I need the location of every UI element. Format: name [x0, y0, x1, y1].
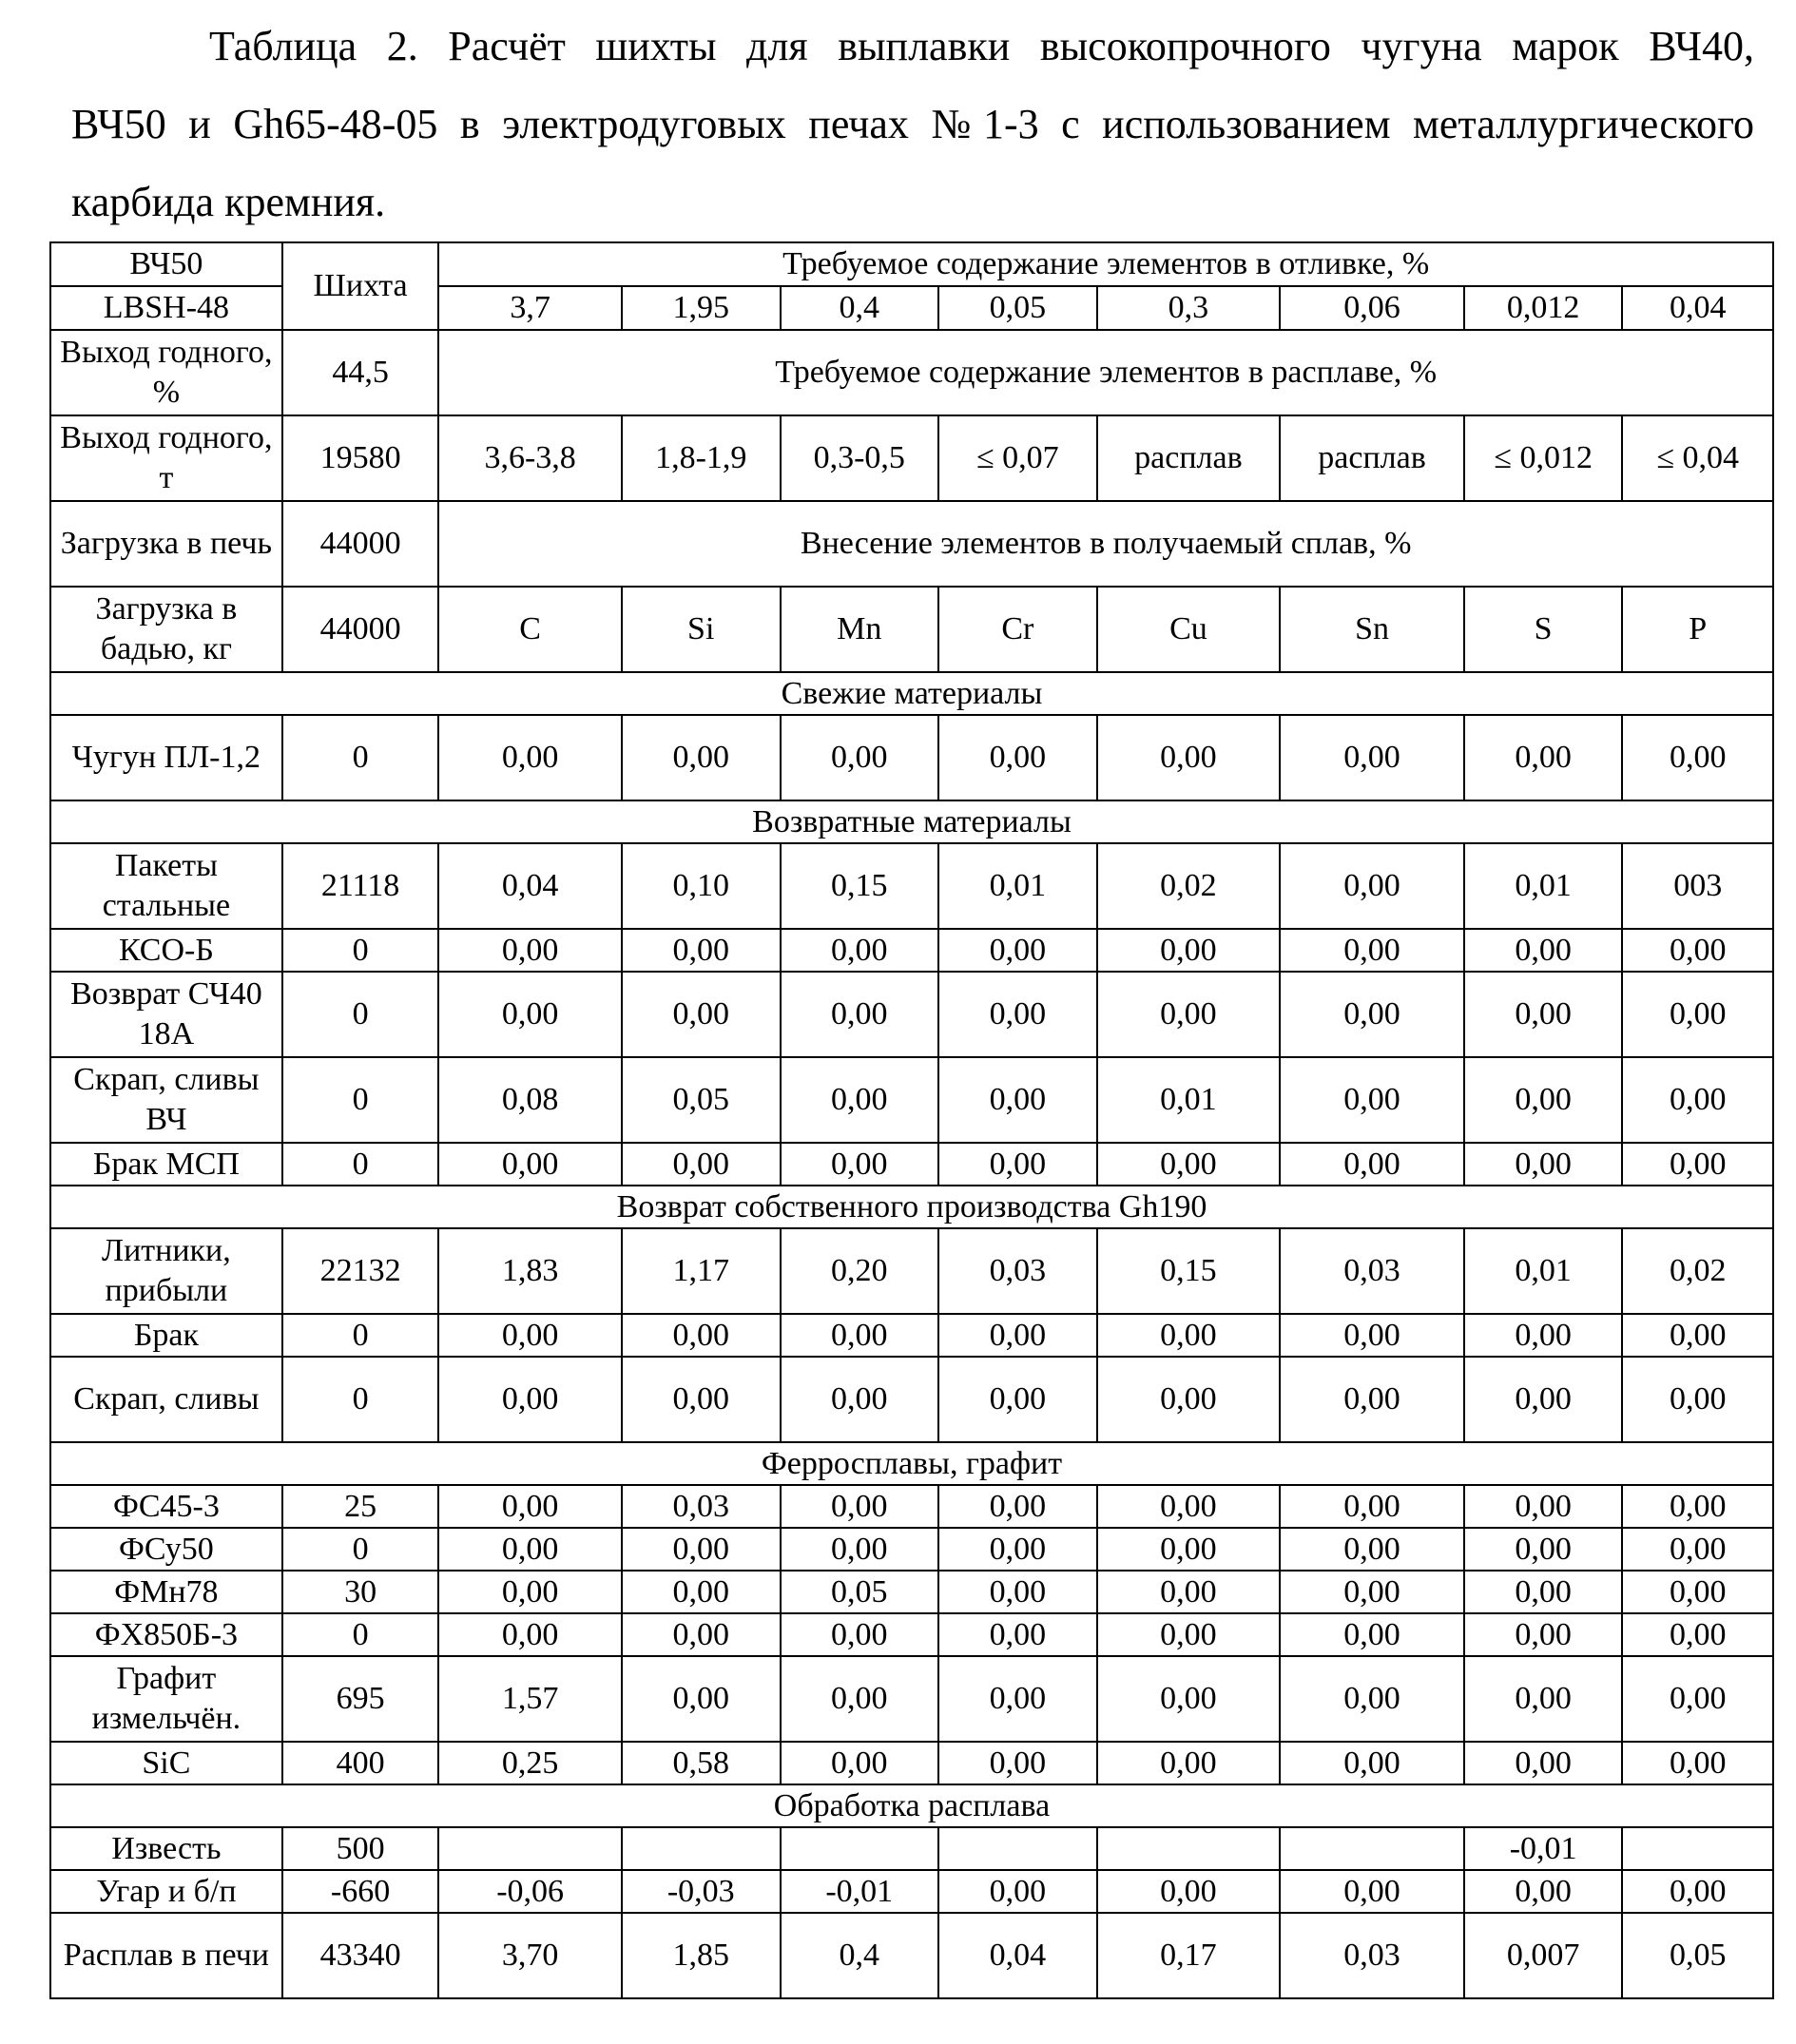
element-value: 0,00 — [438, 972, 622, 1057]
element-value: 003 — [1622, 843, 1773, 929]
material-name: Литники, прибыли — [50, 1228, 282, 1314]
element-value: 0,00 — [438, 715, 622, 800]
material-name: Брак — [50, 1314, 282, 1357]
element-value: 0,00 — [622, 1571, 781, 1613]
element-value: 0,00 — [1097, 1742, 1281, 1784]
yield-pct-label: Выход годного, % — [50, 330, 282, 415]
element-value: 0,00 — [1622, 1656, 1773, 1742]
material-row — [50, 1057, 1773, 1143]
grade-vch50: ВЧ50 — [50, 242, 282, 286]
element-value: 0,00 — [1622, 1057, 1773, 1143]
element-value: -0,01 — [781, 1870, 939, 1913]
material-name: Графит измельчён. — [50, 1656, 282, 1742]
element-value: 0,00 — [622, 1143, 781, 1186]
material-name: Скрап, сливы — [50, 1357, 282, 1442]
material-row — [50, 1485, 1773, 1528]
element-value: 0,00 — [1622, 715, 1773, 800]
table-caption — [71, 8, 1754, 241]
section-row — [50, 800, 1773, 843]
element-value: -0,03 — [622, 1870, 781, 1913]
material-row — [50, 1613, 1773, 1656]
header-row-yield-t — [50, 415, 1773, 501]
element-header: Si — [622, 587, 781, 672]
element-value: 0,007 — [1464, 1913, 1623, 1998]
element-value: 0,00 — [1097, 1314, 1281, 1357]
element-value: 1,85 — [622, 1913, 781, 1998]
melt-value: 0,3-0,5 — [781, 415, 939, 501]
element-value — [1097, 1827, 1281, 1870]
casting-value: 0,012 — [1464, 286, 1623, 330]
element-value: 0,4 — [781, 1913, 939, 1998]
material-charge: 0 — [282, 715, 439, 800]
material-charge: 0 — [282, 1143, 439, 1186]
element-value: 0,00 — [1622, 1742, 1773, 1784]
element-value: 0,00 — [1280, 1057, 1464, 1143]
material-charge: 0 — [282, 929, 439, 972]
casting-value: 0,3 — [1097, 286, 1281, 330]
header-row-elements — [50, 587, 1773, 672]
element-value: 0,00 — [622, 1656, 781, 1742]
element-value: 0,00 — [1280, 1485, 1464, 1528]
element-value: 0,00 — [1097, 1485, 1281, 1528]
element-value: 0,00 — [781, 1742, 939, 1784]
element-value: 0,00 — [781, 1528, 939, 1571]
element-value: 0,00 — [938, 1742, 1097, 1784]
header-row-yield-pct — [50, 330, 1773, 415]
material-charge: 0 — [282, 1057, 439, 1143]
element-value — [438, 1827, 622, 1870]
element-value: 0,00 — [1622, 1613, 1773, 1656]
element-header: Cu — [1097, 587, 1281, 672]
element-value — [1280, 1827, 1464, 1870]
element-header: P — [1622, 587, 1773, 672]
casting-value: 0,06 — [1280, 286, 1464, 330]
element-value: 0,00 — [438, 1571, 622, 1613]
element-value: 0,00 — [1464, 1870, 1623, 1913]
element-value: 0,00 — [938, 1057, 1097, 1143]
element-value: 0,00 — [938, 929, 1097, 972]
element-header: Sn — [1280, 587, 1464, 672]
material-charge: 400 — [282, 1742, 439, 1784]
element-value: 0,00 — [1097, 1870, 1281, 1913]
element-value: 0,00 — [1097, 1357, 1281, 1442]
element-value: 0,00 — [1280, 1742, 1464, 1784]
element-value: 0,00 — [1280, 1571, 1464, 1613]
yield-t-label: Выход годного, т — [50, 415, 282, 501]
section-title: Ферросплавы, графит — [50, 1442, 1773, 1485]
element-value: 0,00 — [938, 1143, 1097, 1186]
element-value: 0,00 — [1622, 1357, 1773, 1442]
element-value: 0,00 — [781, 1143, 939, 1186]
element-value: 0,00 — [1464, 1057, 1623, 1143]
element-value: 0,01 — [938, 843, 1097, 929]
bucket-load-label: Загрузка в бадью, кг — [50, 587, 282, 672]
element-value: 0,00 — [1464, 1742, 1623, 1784]
element-value: 0,01 — [1097, 1057, 1281, 1143]
material-name: Брак МСП — [50, 1143, 282, 1186]
element-value: 0,00 — [781, 1057, 939, 1143]
element-value: 3,70 — [438, 1913, 622, 1998]
element-value: 0,00 — [1280, 1613, 1464, 1656]
element-value: 0,00 — [781, 929, 939, 972]
element-value: 0,00 — [622, 1613, 781, 1656]
material-row — [50, 1528, 1773, 1571]
melt-value: 3,6-3,8 — [438, 415, 622, 501]
element-value: 0,00 — [438, 1357, 622, 1442]
element-value: 0,00 — [1280, 843, 1464, 929]
material-name: Расплав в печи — [50, 1913, 282, 1998]
casting-value: 0,04 — [1622, 286, 1773, 330]
element-header: C — [438, 587, 622, 672]
material-charge: 500 — [282, 1827, 439, 1870]
element-value: 0,01 — [1464, 843, 1623, 929]
casting-content-title: Требуемое содержание элементов в отливке, % — [438, 242, 1773, 286]
material-row — [50, 1228, 1773, 1314]
element-value: 0,00 — [938, 1485, 1097, 1528]
melt-value: 1,8-1,9 — [622, 415, 781, 501]
element-value: 0,00 — [1097, 715, 1281, 800]
element-value: 0,02 — [1622, 1228, 1773, 1314]
element-value: 0,02 — [1097, 843, 1281, 929]
element-value: 0,00 — [1464, 1613, 1623, 1656]
material-charge: 0 — [282, 1357, 439, 1442]
material-row — [50, 715, 1773, 800]
material-name: ФХ850Б-3 — [50, 1613, 282, 1656]
element-value: 0,00 — [622, 929, 781, 972]
material-charge: -660 — [282, 1870, 439, 1913]
element-value: 0,04 — [938, 1913, 1097, 1998]
element-header: S — [1464, 587, 1623, 672]
element-value: 0,00 — [1464, 1571, 1623, 1613]
element-value: 0,00 — [781, 1314, 939, 1357]
element-value: 0,00 — [622, 1357, 781, 1442]
material-charge: 0 — [282, 1314, 439, 1357]
material-row — [50, 929, 1773, 972]
material-row — [50, 843, 1773, 929]
material-row — [50, 972, 1773, 1057]
element-value: 0,00 — [1464, 715, 1623, 800]
element-value: 0,00 — [1464, 972, 1623, 1057]
element-value: 0,00 — [1622, 1870, 1773, 1913]
material-name: ФМн78 — [50, 1571, 282, 1613]
section-row — [50, 1784, 1773, 1827]
element-value: 0,00 — [1280, 1143, 1464, 1186]
material-charge: 25 — [282, 1485, 439, 1528]
element-value: 0,00 — [781, 1656, 939, 1742]
element-value: 0,00 — [1097, 1143, 1281, 1186]
element-header: Mn — [781, 587, 939, 672]
element-value: 0,25 — [438, 1742, 622, 1784]
furnace-load-label: Загрузка в печь — [50, 501, 282, 587]
material-row — [50, 1357, 1773, 1442]
element-value: 0,00 — [1280, 1656, 1464, 1742]
material-name: Пакеты стальные — [50, 843, 282, 929]
material-charge: 0 — [282, 1613, 439, 1656]
section-title: Возврат собственного производства Gh190 — [50, 1186, 1773, 1228]
section-row — [50, 1442, 1773, 1485]
element-value: 0,00 — [438, 1528, 622, 1571]
element-value: 0,00 — [1464, 929, 1623, 972]
element-value: -0,01 — [1464, 1827, 1623, 1870]
header-row-furnace-load — [50, 501, 1773, 587]
material-name: Скрап, сливы ВЧ — [50, 1057, 282, 1143]
element-input-title: Внесение элементов в получаемый сплав, % — [438, 501, 1773, 587]
element-value: 0,00 — [1280, 1870, 1464, 1913]
furnace-load-value: 44000 — [282, 501, 439, 587]
material-name: ФСу50 — [50, 1528, 282, 1571]
element-value: 1,17 — [622, 1228, 781, 1314]
material-charge: 21118 — [282, 843, 439, 929]
melt-value: ≤ 0,012 — [1464, 415, 1623, 501]
element-value: 0,00 — [1622, 1528, 1773, 1571]
element-value — [1622, 1827, 1773, 1870]
caption-line-3: карбида кремния. — [71, 179, 386, 225]
element-value: 0,00 — [1464, 1357, 1623, 1442]
element-value: 0,00 — [438, 1314, 622, 1357]
element-value: 0,00 — [1622, 972, 1773, 1057]
element-value: 0,08 — [438, 1057, 622, 1143]
element-value: 1,83 — [438, 1228, 622, 1314]
element-value: 0,10 — [622, 843, 781, 929]
material-name: Возврат СЧ40 18А — [50, 972, 282, 1057]
element-value: 0,15 — [1097, 1228, 1281, 1314]
casting-value: 3,7 — [438, 286, 622, 330]
material-row — [50, 1742, 1773, 1784]
material-row — [50, 1827, 1773, 1870]
element-value: 0,00 — [438, 1613, 622, 1656]
element-value: 0,00 — [938, 1613, 1097, 1656]
element-value: 0,17 — [1097, 1913, 1281, 1998]
material-charge: 30 — [282, 1571, 439, 1613]
element-value: 0,05 — [781, 1571, 939, 1613]
element-value: 0,00 — [1464, 1485, 1623, 1528]
section-title: Возвратные материалы — [50, 800, 1773, 843]
header-row-casting-title — [50, 242, 1773, 286]
melt-value: ≤ 0,04 — [1622, 415, 1773, 501]
element-value: 0,01 — [1464, 1228, 1623, 1314]
element-value: 0,00 — [938, 1656, 1097, 1742]
element-value: 0,00 — [622, 1528, 781, 1571]
element-value: 0,00 — [1097, 1571, 1281, 1613]
element-value: 0,05 — [622, 1057, 781, 1143]
element-header: Cr — [938, 587, 1097, 672]
section-row — [50, 1186, 1773, 1228]
element-value: 0,00 — [1280, 1357, 1464, 1442]
element-value: 0,00 — [1280, 1314, 1464, 1357]
casting-value: 0,4 — [781, 286, 939, 330]
element-value: 0,58 — [622, 1742, 781, 1784]
grade-lbsh48: LBSH-48 — [50, 286, 282, 330]
melt-content-title: Требуемое содержание элементов в расплаве, % — [438, 330, 1773, 415]
caption-line-1: Таблица 2. Расчёт шихты для выплавки высокопрочного чугуна марок ВЧ40, — [209, 23, 1754, 69]
material-name: SiC — [50, 1742, 282, 1784]
element-value: 0,03 — [622, 1485, 781, 1528]
caption-line-2: ВЧ50 и Gh65-48-05 в электродуговых печах №1-3 с использованием металлургического — [71, 101, 1754, 147]
element-value: 0,00 — [781, 1613, 939, 1656]
element-value: 0,00 — [1280, 715, 1464, 800]
element-value: 0,00 — [622, 972, 781, 1057]
element-value: -0,06 — [438, 1870, 622, 1913]
element-value: 0,03 — [938, 1228, 1097, 1314]
element-value: 0,00 — [1622, 929, 1773, 972]
material-row — [50, 1656, 1773, 1742]
element-value: 0,00 — [938, 1870, 1097, 1913]
element-value: 0,00 — [1622, 1571, 1773, 1613]
material-name: Угар и б/п — [50, 1870, 282, 1913]
charge-header: Шихта — [282, 242, 439, 330]
element-value: 0,00 — [438, 1143, 622, 1186]
element-value: 0,00 — [1097, 1613, 1281, 1656]
element-value: 0,00 — [1464, 1314, 1623, 1357]
element-value: 0,00 — [781, 1357, 939, 1442]
section-title: Обработка расплава — [50, 1784, 1773, 1827]
bucket-load-value: 44000 — [282, 587, 439, 672]
element-value: 0,00 — [938, 1528, 1097, 1571]
element-value — [622, 1827, 781, 1870]
element-value: 0,00 — [1622, 1485, 1773, 1528]
material-row — [50, 1870, 1773, 1913]
melt-value: расплав — [1280, 415, 1464, 501]
material-row — [50, 1571, 1773, 1613]
material-charge: 0 — [282, 972, 439, 1057]
material-charge: 0 — [282, 1528, 439, 1571]
element-value: 0,00 — [938, 1571, 1097, 1613]
element-value: 0,00 — [438, 1485, 622, 1528]
material-row — [50, 1913, 1773, 1998]
casting-value: 1,95 — [622, 286, 781, 330]
element-value: 0,00 — [1097, 929, 1281, 972]
material-name: КСО-Б — [50, 929, 282, 972]
element-value: 0,00 — [438, 929, 622, 972]
yield-t-value: 19580 — [282, 415, 439, 501]
element-value: 0,05 — [1622, 1913, 1773, 1998]
element-value: 0,03 — [1280, 1228, 1464, 1314]
section-title: Свежие материалы — [50, 672, 1773, 715]
material-charge: 22132 — [282, 1228, 439, 1314]
material-row — [50, 1314, 1773, 1357]
element-value: 0,00 — [938, 1314, 1097, 1357]
element-value: 0,00 — [1097, 1656, 1281, 1742]
element-value: 0,00 — [1097, 972, 1281, 1057]
element-value: 0,00 — [622, 715, 781, 800]
section-row — [50, 672, 1773, 715]
element-value: 0,00 — [1622, 1143, 1773, 1186]
element-value: 0,15 — [781, 843, 939, 929]
element-value: 0,00 — [1280, 972, 1464, 1057]
element-value: 0,00 — [781, 1485, 939, 1528]
element-value: 0,04 — [438, 843, 622, 929]
material-charge: 43340 — [282, 1913, 439, 1998]
element-value: 0,00 — [1464, 1528, 1623, 1571]
element-value: 0,00 — [622, 1314, 781, 1357]
charge-calculation-table — [49, 241, 1774, 1999]
element-value: 0,00 — [938, 972, 1097, 1057]
material-row — [50, 1143, 1773, 1186]
melt-value: ≤ 0,07 — [938, 415, 1097, 501]
element-value: 0,00 — [1622, 1314, 1773, 1357]
material-name: Чугун ПЛ-1,2 — [50, 715, 282, 800]
element-value: 0,20 — [781, 1228, 939, 1314]
casting-value: 0,05 — [938, 286, 1097, 330]
element-value: 0,00 — [1464, 1143, 1623, 1186]
element-value: 0,00 — [938, 1357, 1097, 1442]
yield-pct-value: 44,5 — [282, 330, 439, 415]
material-name: ФС45-3 — [50, 1485, 282, 1528]
element-value: 0,00 — [1464, 1656, 1623, 1742]
element-value: 0,00 — [938, 715, 1097, 800]
element-value: 0,00 — [781, 972, 939, 1057]
element-value: 0,03 — [1280, 1913, 1464, 1998]
material-name: Известь — [50, 1827, 282, 1870]
element-value — [781, 1827, 939, 1870]
element-value: 0,00 — [1097, 1528, 1281, 1571]
element-value — [938, 1827, 1097, 1870]
element-value: 1,57 — [438, 1656, 622, 1742]
element-value: 0,00 — [1280, 1528, 1464, 1571]
element-value: 0,00 — [781, 715, 939, 800]
melt-value: расплав — [1097, 415, 1281, 501]
material-charge: 695 — [282, 1656, 439, 1742]
element-value: 0,00 — [1280, 929, 1464, 972]
